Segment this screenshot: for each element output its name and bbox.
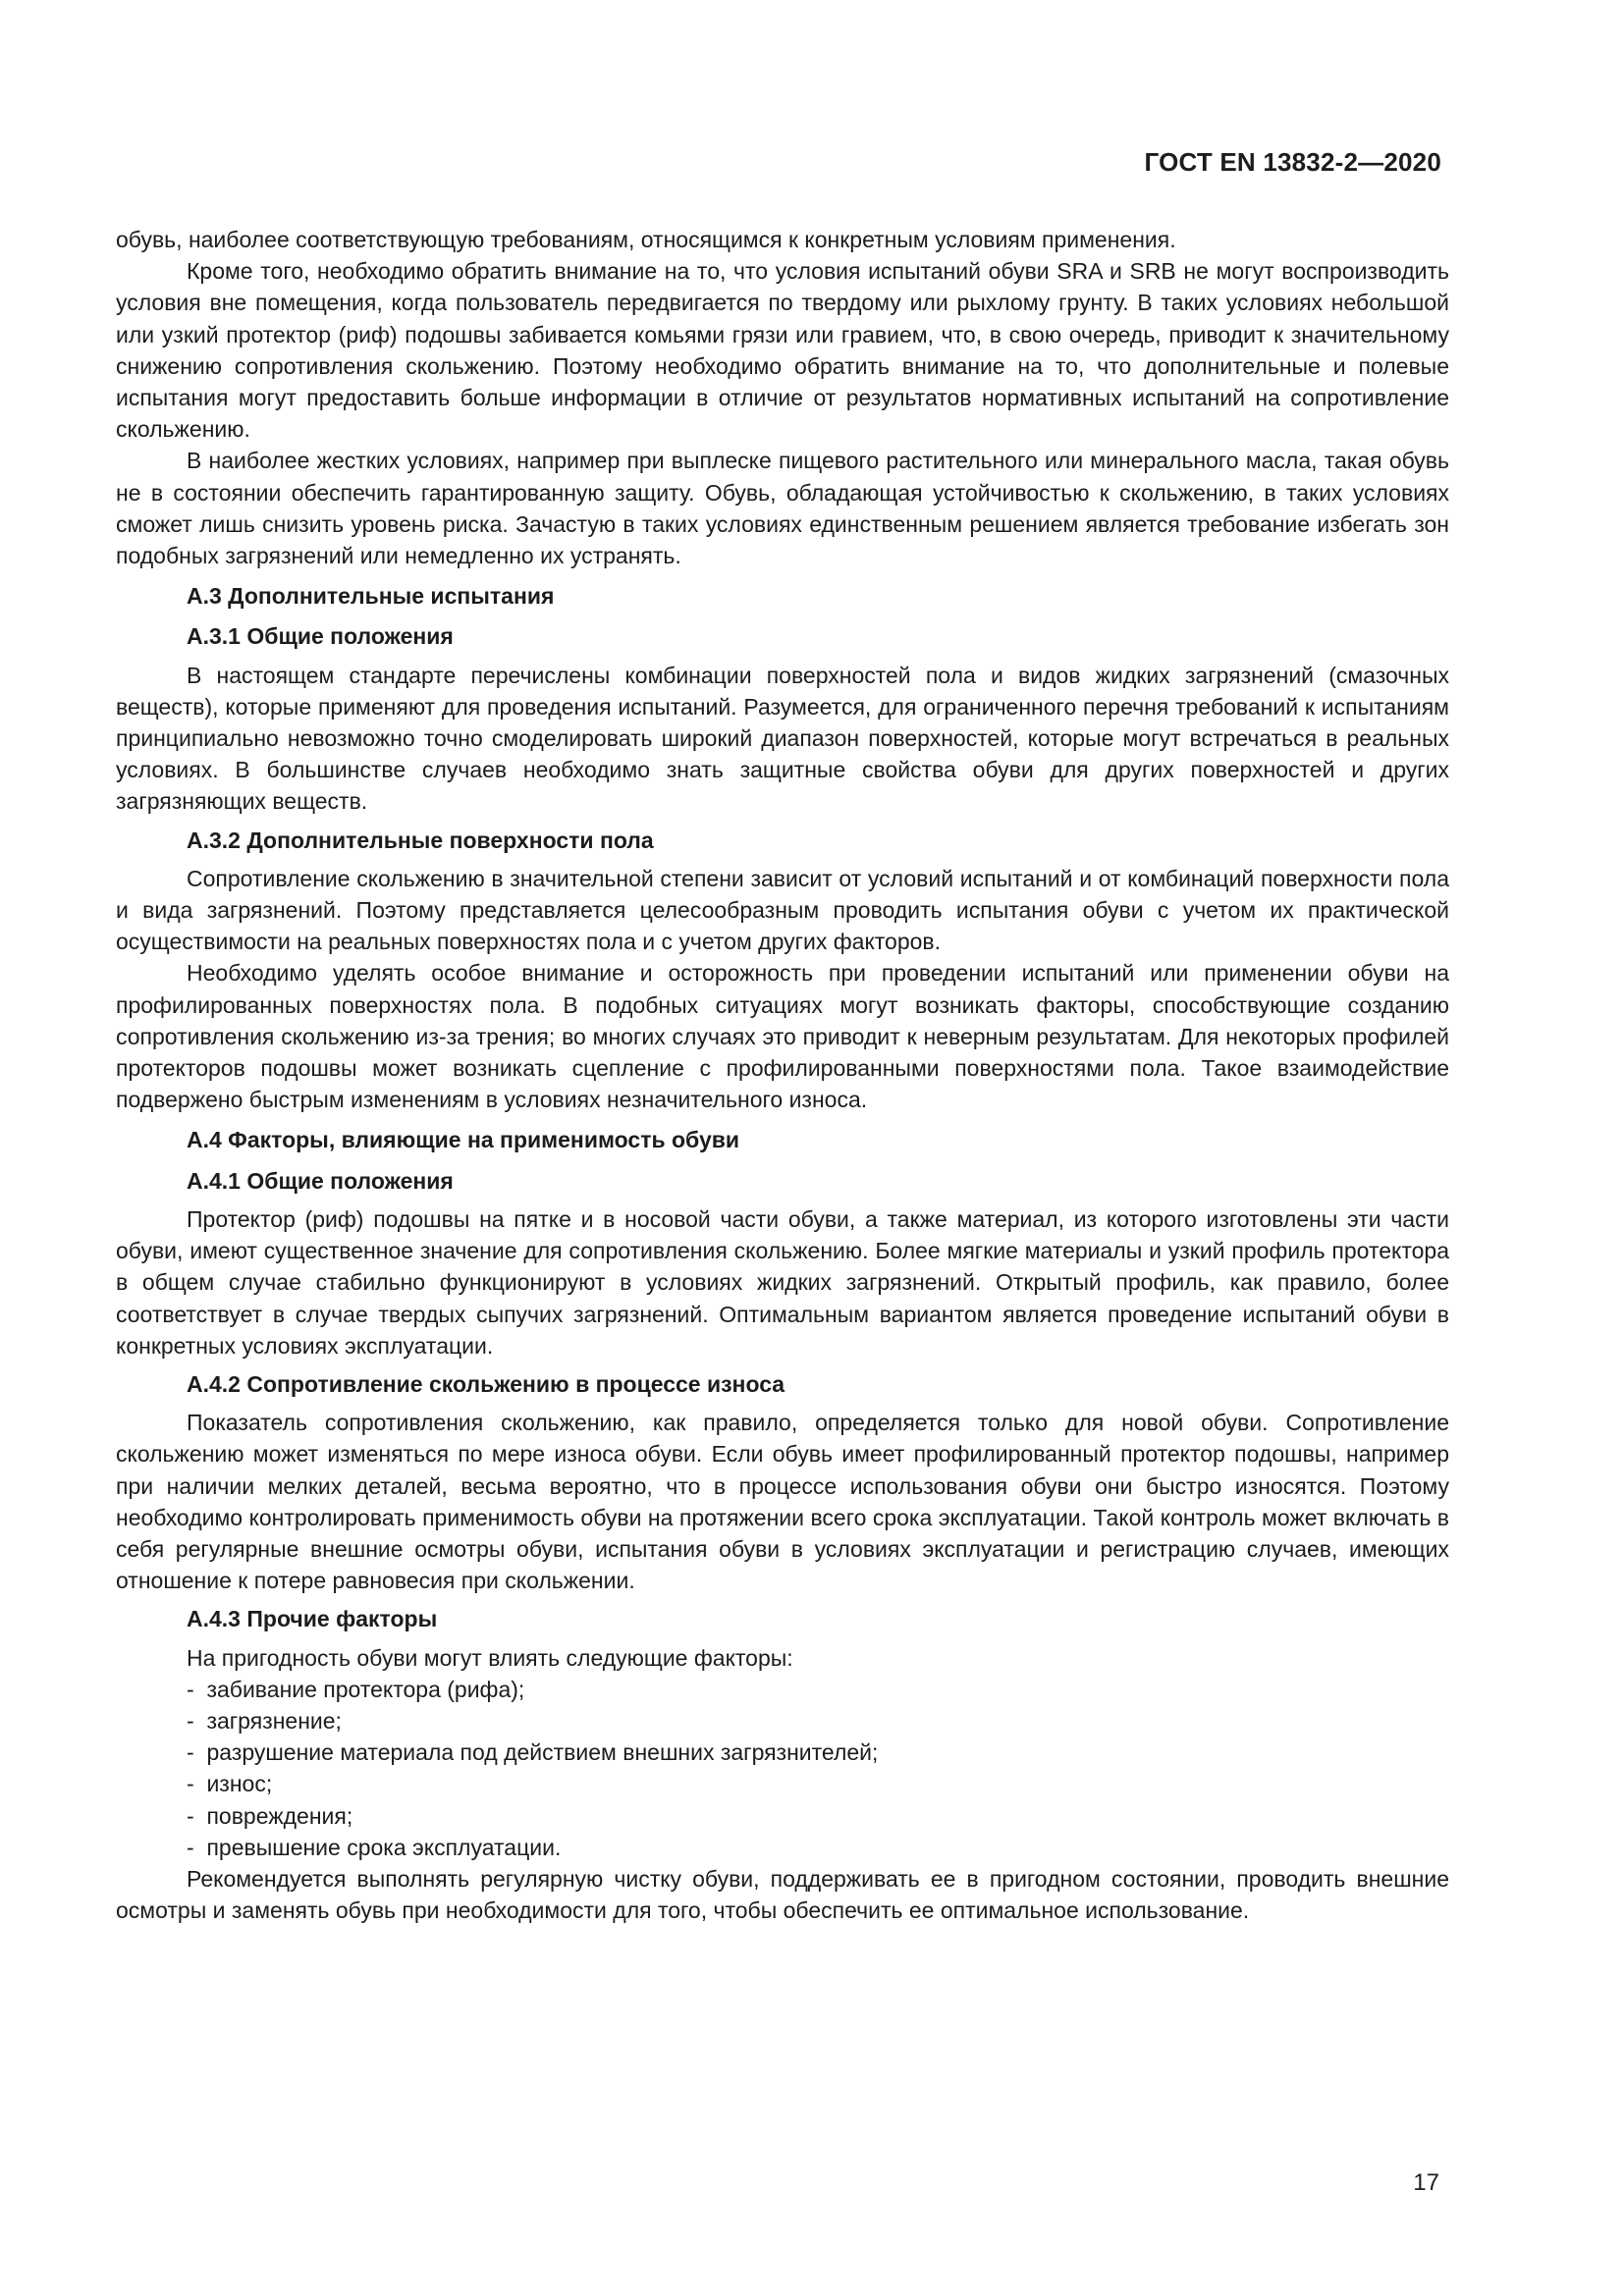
document-header: ГОСТ EN 13832-2—2020 <box>1144 147 1441 177</box>
paragraph: В наиболее жестких условиях, например при выплеске пищевого растительного или минерального масла, такая обувь не в состоянии обеспечить гарантированную защиту. Обувь, обладающая устойчивостью к скольжению, в таких условиях сможет лишь снизить уровень риска. Зачастую в таких условиях единственным решением является требование избегать зон подобных загрязнений или немедленно их устранять. <box>116 448 1449 569</box>
list-item: - разрушение материала под действием внешних загрязнителей; <box>187 1736 1449 1768</box>
paragraph: Протектор (риф) подошвы на пятке и в носовой части обуви, а также материал, из которого изготовлены эти части обуви, имеют существенное значение для сопротивления скольжению. Более мягкие материалы и узкий профиль протектора в общем случае стабильно функционируют в условиях жидких загрязнений. Открытый профиль, как правило, более соответствует в случае твердых сыпучих загрязнений. Оптимальным вариантом является проведение испытаний обуви в конкретных условиях эксплуатации. <box>116 1205 1449 1359</box>
page-number: 17 <box>1413 2169 1439 2196</box>
subsection-heading-a3-2: А.3.2 Дополнительные поверхности пола <box>187 827 654 853</box>
list-item: - превышение срока эксплуатации. <box>187 1832 1449 1863</box>
subsection-heading-a4-3: А.4.3 Прочие факторы <box>187 1606 438 1632</box>
list-item: - повреждения; <box>187 1800 1449 1832</box>
section-heading-a3: А.3 Дополнительные испытания <box>187 583 555 610</box>
factors-list <box>116 1674 1449 1863</box>
paragraph: На пригодность обуви могут влиять следующие факторы: <box>187 1644 793 1671</box>
list-item: - загрязнение; <box>187 1705 1449 1736</box>
list-item: - износ; <box>187 1768 1449 1799</box>
subsection-heading-a3-1: А.3.1 Общие положения <box>187 623 454 650</box>
subsection-heading-a4-2: А.4.2 Сопротивление скольжению в процессе износа <box>187 1370 785 1397</box>
paragraph: Необходимо уделять особое внимание и осторожность при проведении испытаний или применении обуви на профилированных поверхностях пола. В подобных ситуациях могут возникать факторы, способствующие созданию сопротивления скольжению из-за трения; во многих случаях это приводит к неверным результатам. Для некоторых профилей протекторов подошвы может возникать сцепление с профилированными поверхностями пола. Такое взаимодействие подвержено быстрым изменениям в условиях незначительного износа. <box>116 960 1449 1113</box>
paragraph: Показатель сопротивления скольжению, как правило, определяется только для новой обуви. Сопротивление скольжению может изменяться по мере износа обуви. Если обувь имеет профилированный протектор подошвы, например при наличии мелких деталей, весьма вероятно, что в процессе использования обуви они быстро износятся. Поэтому необходимо контролировать применимость обуви на протяжении всего срока эксплуатации. Такой контроль может включать в себя регулярные внешние осмотры обуви, испытания обуви в условиях эксплуатации и регистрацию случаев, имеющих отношение к потере равновесия при скольжении. <box>116 1410 1449 1594</box>
paragraph: В настоящем стандарте перечислены комбинации поверхностей пола и видов жидких загрязнений (смазочных веществ), которые применяют для проведения испытаний. Разумеется, для ограниченного перечня требований к испытаниям принципиально невозможно точно смоделировать широкий диапазон поверхностей, которые могут встречаться в реальных условиях. В большинстве случаев необходимо знать защитные свойства обуви для других поверхностей и других загрязняющих веществ. <box>116 662 1449 815</box>
paragraph: Сопротивление скольжению в значительной степени зависит от условий испытаний и от комбинаций поверхности пола и вида загрязнений. Поэтому представляется целесообразным проводить испытания обуви с учетом их практической осуществимости на реальных поверхностях пола и с учетом других факторов. <box>116 865 1449 955</box>
paragraph: Рекомендуется выполнять регулярную чистку обуви, поддерживать ее в пригодном состоянии, проводить внешние осмотры и заменять обувь при необходимости для того, чтобы обеспечить ее оптимальное использование. <box>116 1865 1449 1924</box>
document-body <box>116 224 1449 1926</box>
list-item: - забивание протектора (рифа); <box>187 1674 1449 1705</box>
subsection-heading-a4-1: А.4.1 Общие положения <box>187 1167 454 1194</box>
paragraph: обувь, наиболее соответствующую требованиям, относящимся к конкретным условиям применения. <box>116 227 1176 252</box>
paragraph: Кроме того, необходимо обратить внимание на то, что условия испытаний обуви SRA и SRB не могут воспроизводить условия вне помещения, когда пользователь передвигается по твердому или рыхлому грунту. В таких условиях небольшой или узкий протектор (риф) подошвы забивается комьями грязи или гравием, что, в свою очередь, приводит к значительному снижению сопротивления скольжению. Поэтому необходимо обратить внимание на то, что дополнительные и полевые испытания могут предоставить больше информации в отличие от результатов нормативных испытаний на сопротивление скольжению. <box>116 258 1449 443</box>
section-heading-a4: А.4 Факторы, влияющие на применимость обуви <box>187 1127 740 1153</box>
